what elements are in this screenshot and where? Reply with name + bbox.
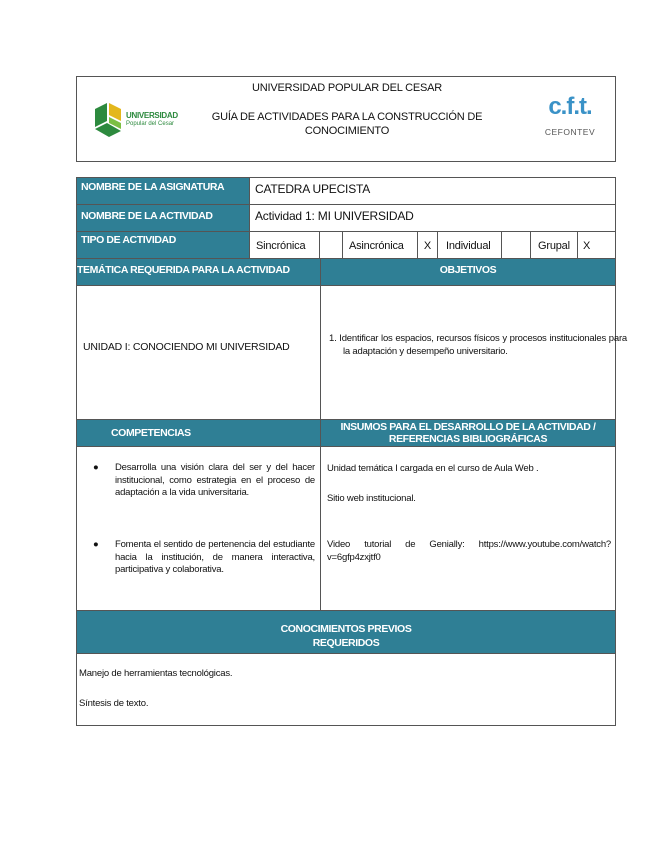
upc-logo-subtext: Popular del Cesar [126, 121, 175, 127]
activity-type-label: TIPO DE ACTIVIDAD [76, 231, 250, 259]
cft-logo-mark: c.f.t. [548, 93, 592, 120]
competencies-cell [76, 446, 321, 611]
sync-label: Sincrónica [249, 231, 320, 259]
group-label: Grupal [530, 231, 578, 259]
prior-knowledge-item: Manejo de herramientas tecnológicas. [79, 668, 233, 679]
activity-label: NOMBRE DE LA ACTIVIDAD [76, 204, 250, 232]
upc-logo [93, 101, 183, 141]
upc-logo-text: UNIVERSIDAD [126, 111, 178, 120]
document-header [76, 76, 616, 162]
bullet-2-icon: ● [93, 539, 99, 550]
competency-item: Fomenta el sentido de pertenencia del estudiante hacia la institución, de manera interactiva, participativa y colaborativa. [115, 539, 315, 575]
prior-knowledge-cell [76, 653, 616, 726]
async-label: Asincrónica [342, 231, 418, 259]
resources-header [320, 419, 616, 447]
bullet-1-icon: ● [93, 462, 99, 473]
competency-item: Desarrolla una visión clara del ser y del hacer institucional, como estrategia en el proceso de adaptación a la vida universitaria. [115, 462, 315, 498]
cft-logo [541, 93, 599, 147]
guide-title-line1: GUÍA DE ACTIVIDADES PARA LA CONSTRUCCIÓN DE [211, 111, 483, 123]
prior-knowledge-header-line2: REQUERIDOS [312, 637, 380, 649]
subject-label: NOMBRE DE LA ASIGNATURA [76, 177, 250, 205]
resource-item: Video tutorial de Genially: https://www.youtube.com/watch?v=6gfp4zxjtf0 [327, 539, 611, 563]
resources-header-line1: INSUMOS PARA EL DESARROLLO DE LA ACTIVIDAD / [340, 421, 596, 433]
competencies-header: COMPETENCIAS [76, 419, 321, 447]
sync-mark [319, 231, 343, 259]
topics-value: UNIDAD I: CONOCIENDO MI UNIVERSIDAD [83, 341, 290, 353]
subject-value: CATEDRA UPECISTA [249, 177, 616, 205]
resource-item: Sitio web institucional. [327, 493, 416, 504]
individual-mark [501, 231, 531, 259]
async-mark: X [417, 231, 438, 259]
individual-label: Individual [437, 231, 502, 259]
objective-item: 1. Identificar los espacios, recursos físicos y procesos institucionales para la adaptación y desempeño universitario. [329, 333, 627, 357]
prior-knowledge-header [76, 610, 616, 654]
objectives-header: OBJETIVOS [320, 258, 616, 286]
resources-cell [320, 446, 616, 611]
prior-knowledge-item: Síntesis de texto. [79, 698, 149, 709]
cft-logo-text: CEFONTEV [544, 127, 596, 137]
guide-title-line2: CONOCIMIENTO [304, 125, 390, 137]
resource-item: Unidad temática I cargada en el curso de Aula Web . [327, 463, 539, 474]
upc-emblem-icon [93, 101, 129, 139]
resources-header-line2: REFERENCIAS BIBLIOGRÁFICAS [388, 433, 548, 445]
topics-header: TEMÁTICA REQUERIDA PARA LA ACTIVIDAD [76, 258, 321, 286]
prior-knowledge-header-line1: CONOCIMIENTOS PREVIOS [280, 623, 412, 635]
university-title: UNIVERSIDAD POPULAR DEL CESAR [251, 82, 442, 94]
group-mark: X [577, 231, 616, 259]
topics-cell [76, 285, 321, 420]
activity-value: Actividad 1: MI UNIVERSIDAD [249, 204, 616, 232]
objectives-cell [320, 285, 627, 420]
